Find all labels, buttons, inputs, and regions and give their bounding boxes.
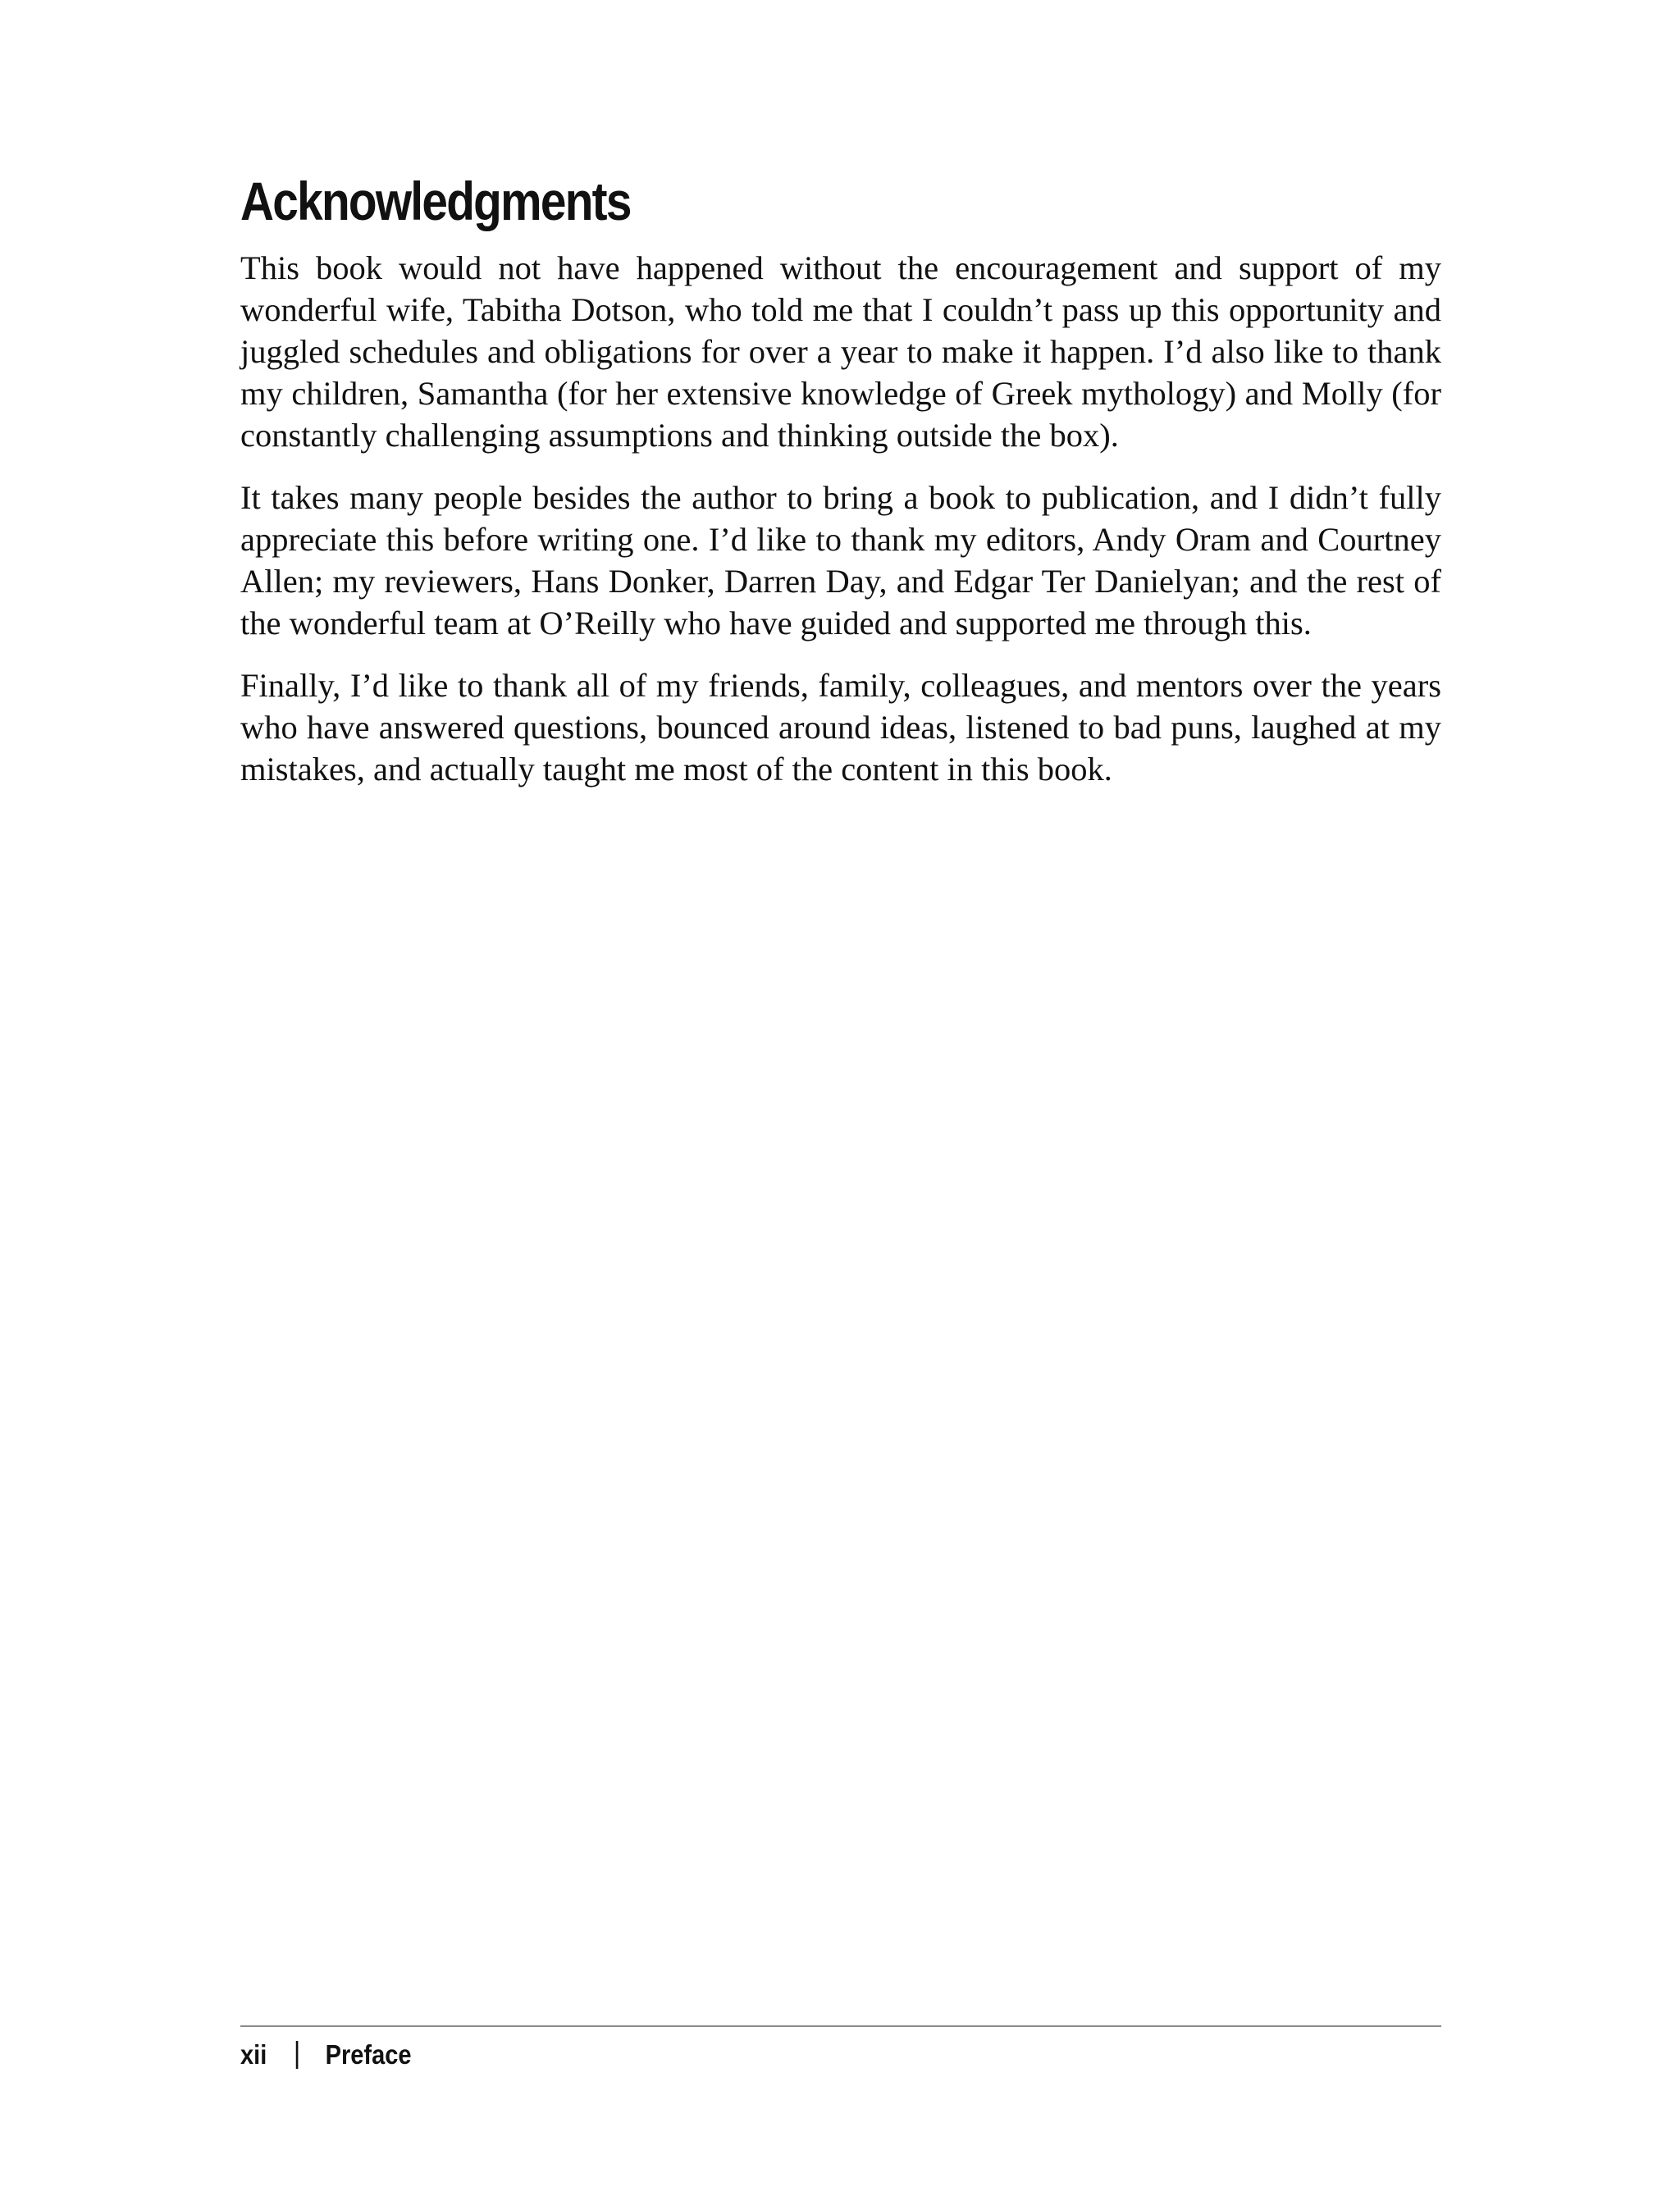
- page-number: xii: [240, 2039, 267, 2070]
- footer-running-text: [240, 2037, 1297, 2073]
- paragraph-friends-colleagues: Finally, I’d like to thank all of my friends, family, colleagues, and mentors over the years who have answered questions, bounced around ideas, listened to bad puns, laughed at my mistakes, and actually taught me most of the content in this book.: [240, 667, 1441, 788]
- section-heading: Acknowledgments: [240, 171, 631, 231]
- footer-divider: [240, 2025, 1441, 2027]
- paragraph-family: This book would not have happened without the encouragement and support of my wonderful wife, Tabitha Dotson, who told me that I couldn’t pass up this opportunity and juggled schedules and obligations for over a year to make it happen. I’d also like to thank my children, Samantha (for her extensive knowledge of Greek mythology) and Molly (for constantly challenging assumptions and thinking outside the box).: [240, 249, 1441, 454]
- paragraph-publication-team: It takes many people besides the author to bring a book to publication, and I didn’t fully appreciate this before writing one. I’d like to thank my editors, Andy Oram and Courtney Allen; my reviewers, Hans Donker, Darren Day, and Edgar Ter Danielyan; and the rest of the wonderful team at O’Reilly who have guided and supported me through this.: [240, 479, 1441, 641]
- chapter-name: Preface: [325, 2039, 412, 2070]
- footer-separator: [295, 2041, 298, 2069]
- page-footer: [240, 2025, 1441, 2073]
- acknowledgments-section: [240, 168, 1441, 810]
